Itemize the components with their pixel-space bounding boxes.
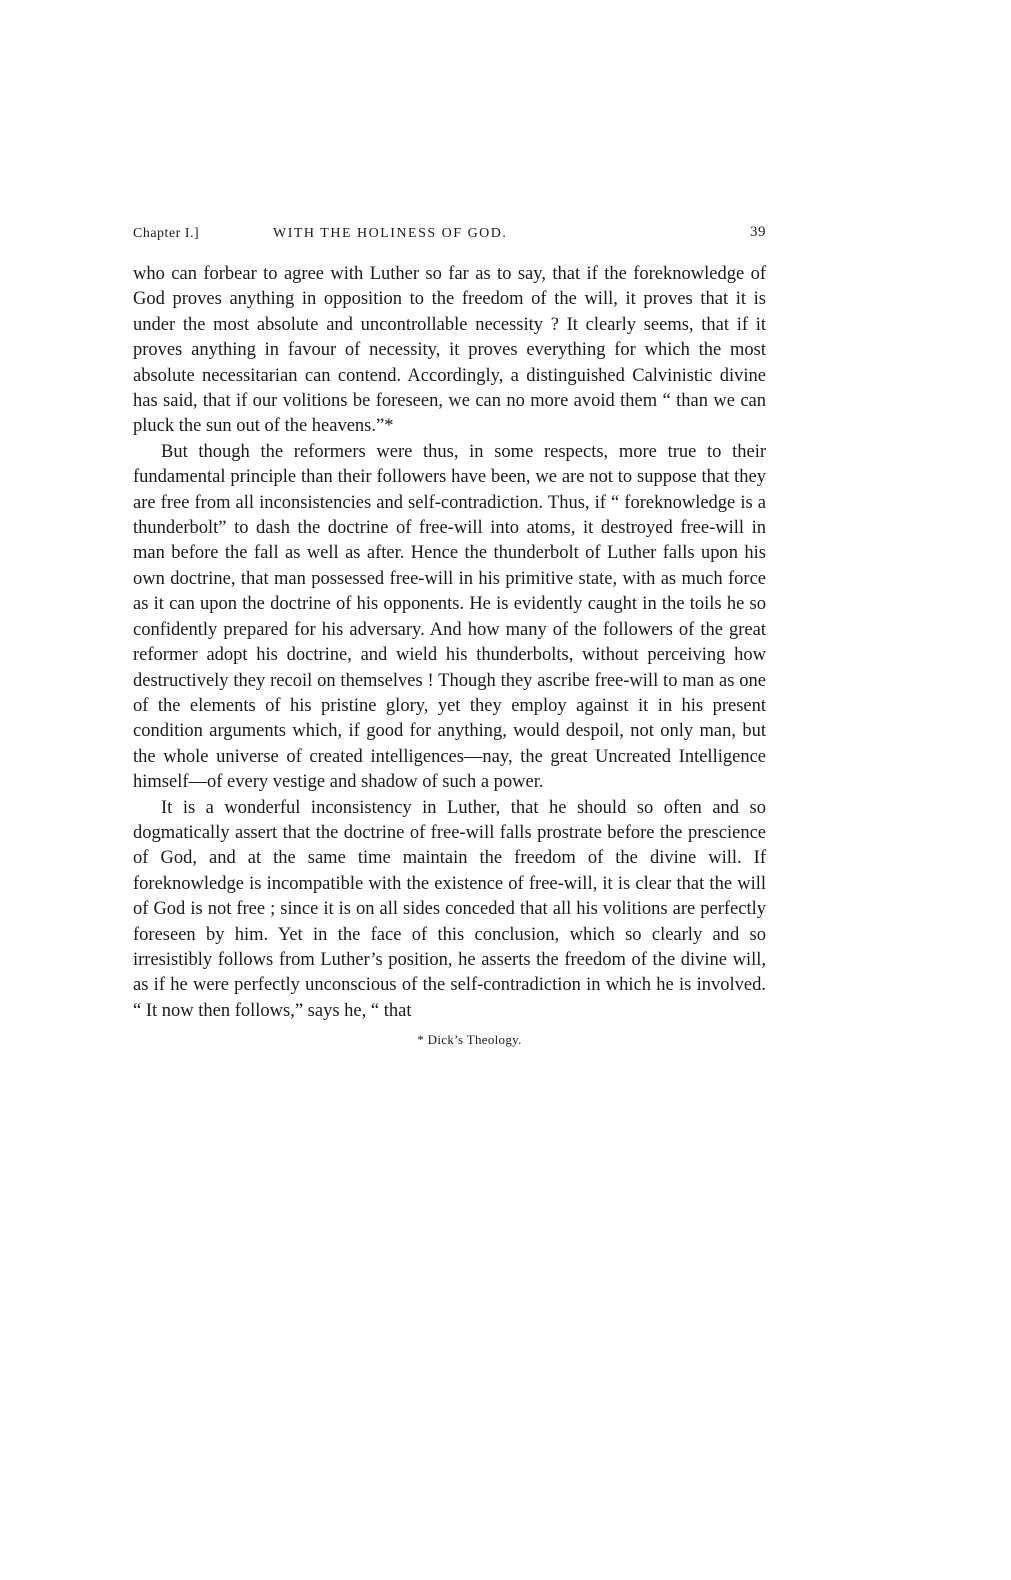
paragraph-continued: who can forbear to agree with Luther so far as to say, that if the foreknowledge of God proves anything in opposition to the freedom of the will, it proves that it is under the most absolute and uncontrollable necessity ? It clearly seems, that if it proves anything in favour of necessity, it proves everything for which the most absolute necessitarian can contend. Accordingly, a distinguished Calvinistic divine has said, that if our volitions be foreseen, we can no more avoid them “ than we can pluck the sun out of the heavens.”* (133, 264, 766, 437)
running-head (133, 222, 766, 248)
running-title: WITH THE HOLINESS OF GOD. (273, 226, 508, 241)
paragraph: But though the reformers were thus, in some respects, more true to their fundamental principle than their followers have been, we are not to suppose that they are free from all inconsistencies and self-contradiction. Thus, if “ foreknowledge is a thunderbolt” to dash the doctrine of free-will into atoms, it destroyed free-will in man before the fall as well as after. Hence the thunderbolt of Luther falls upon his own doctrine, that man possessed free-will in his primitive state, with as much force as it can upon the doctrine of his opponents. He is evidently caught in the toils he so confidently prepared for his adversary. And how many of the followers of the great reformer adopt his doctrine, and wield his thunderbolts, without perceiving how destructively they recoil on themselves ! Though they ascribe free-will to man as one of the elements of his pristine glory, yet they employ against it in his present condition arguments which, if good for anything, would despoil, not only man, but the whole universe of created intelligences—nay, the great Uncreated Intelligence himself—of every vestige and shadow of such a power. (133, 441, 766, 793)
paragraph: It is a wonderful inconsistency in Luther, that he should so often and so dogmatically assert that the doctrine of free-will falls prostrate before the prescience of God, and at the same time maintain the freedom of the divine will. If foreknowledge is incompatible with the existence of free-will, it is clear that the will of God is not free ; since it is on all sides conceded that all his volitions are perfectly foreseen by him. Yet in the face of this conclusion, which so clearly and so irresistibly follows from Luther’s position, he asserts the freedom of the divine will, as if he were perfectly unconscious of the self-contradiction in which he is involved. “ It now then follows,” says he, “ that (133, 797, 766, 1021)
page-number: 39 (750, 224, 766, 240)
footnote: * Dick’s Theology. (417, 1032, 522, 1048)
body-text (133, 262, 766, 1024)
chapter-label: Chapter I.] (133, 226, 200, 241)
book-page (133, 222, 766, 1048)
